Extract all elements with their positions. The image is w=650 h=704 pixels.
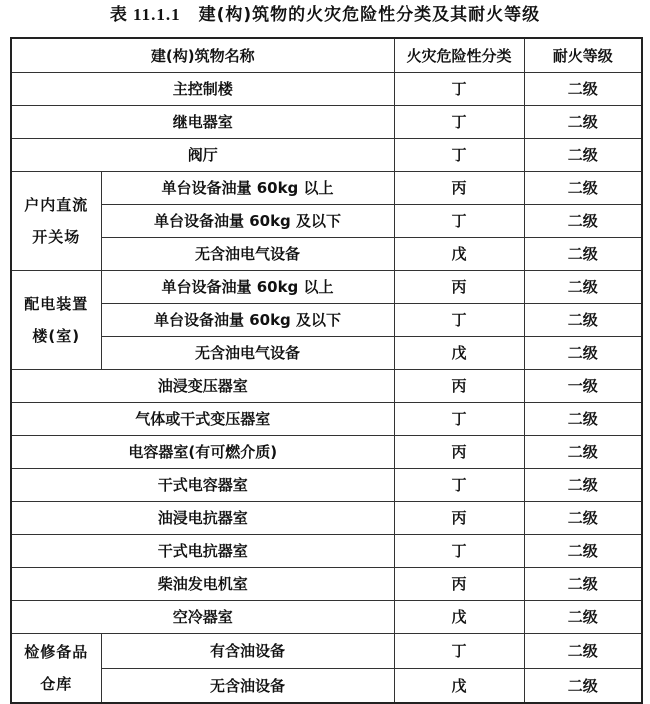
table-row <box>11 668 642 703</box>
header-grade: 耐火等级 <box>524 38 642 72</box>
fire-grade: 二级 <box>524 303 642 336</box>
hazard-category: 丙 <box>394 567 524 600</box>
fire-grade: 二级 <box>524 633 642 668</box>
building-name: 油浸电抗器室 <box>11 501 394 534</box>
building-name: 单台设备油量 60kg 以上 <box>101 171 394 204</box>
table-row <box>11 270 642 303</box>
table-title: 建(构)筑物的火灾危险性分类及其耐火等级 <box>198 5 541 25</box>
building-name: 无含油电气设备 <box>101 336 394 369</box>
table-row <box>11 534 642 567</box>
hazard-category: 丙 <box>394 270 524 303</box>
fire-grade: 二级 <box>524 534 642 567</box>
table-row <box>11 303 642 336</box>
fire-grade: 二级 <box>524 237 642 270</box>
building-name: 单台设备油量 60kg 及以下 <box>101 303 394 336</box>
hazard-category: 丙 <box>394 501 524 534</box>
building-name: 干式电容器室 <box>11 468 394 501</box>
group-label <box>11 270 101 369</box>
table-row <box>11 237 642 270</box>
fire-grade: 二级 <box>524 402 642 435</box>
fire-grade: 二级 <box>524 270 642 303</box>
building-name: 主控制楼 <box>11 72 394 105</box>
fire-rating-table <box>10 37 643 704</box>
building-name: 阀厅 <box>11 138 394 171</box>
table-row <box>11 369 642 402</box>
group-label-line: 开关场 <box>32 227 81 246</box>
header-row <box>11 38 642 72</box>
table-row <box>11 204 642 237</box>
hazard-category: 丁 <box>394 204 524 237</box>
fire-grade: 二级 <box>524 72 642 105</box>
building-name: 继电器室 <box>11 105 394 138</box>
fire-grade: 二级 <box>524 435 642 468</box>
hazard-category: 丁 <box>394 72 524 105</box>
building-name: 电容器室(有可燃介质) <box>11 435 394 468</box>
group-label-line: 检修备品 <box>24 642 89 661</box>
hazard-category: 戊 <box>394 600 524 633</box>
fire-grade: 二级 <box>524 567 642 600</box>
building-name: 无含油设备 <box>101 668 394 703</box>
group-label-line: 户内直流 <box>24 195 89 214</box>
hazard-category: 丁 <box>394 138 524 171</box>
building-name: 单台设备油量 60kg 以上 <box>101 270 394 303</box>
group-label-line: 仓库 <box>40 674 73 693</box>
hazard-category: 丁 <box>394 402 524 435</box>
table-row <box>11 501 642 534</box>
fire-grade: 二级 <box>524 204 642 237</box>
fire-grade: 二级 <box>524 336 642 369</box>
header-category: 火灾危险性分类 <box>394 38 524 72</box>
building-name: 气体或干式变压器室 <box>11 402 394 435</box>
table-number: 表 11.1.1 <box>109 5 181 24</box>
building-name: 干式电抗器室 <box>11 534 394 567</box>
hazard-category: 丙 <box>394 171 524 204</box>
hazard-category: 丁 <box>394 534 524 567</box>
hazard-category: 丁 <box>394 105 524 138</box>
hazard-category: 丙 <box>394 369 524 402</box>
header-name: 建(构)筑物名称 <box>11 38 394 72</box>
hazard-category: 丁 <box>394 633 524 668</box>
fire-grade: 二级 <box>524 501 642 534</box>
hazard-category: 戊 <box>394 336 524 369</box>
hazard-category: 戊 <box>394 668 524 703</box>
hazard-category: 丙 <box>394 435 524 468</box>
group-label-line: 楼(室) <box>32 326 81 345</box>
group-label-line: 配电装置 <box>24 294 89 313</box>
building-name: 油浸变压器室 <box>11 369 394 402</box>
group-label <box>11 171 101 270</box>
fire-grade: 一级 <box>524 369 642 402</box>
fire-grade: 二级 <box>524 668 642 703</box>
table-row <box>11 105 642 138</box>
table-row <box>11 600 642 633</box>
hazard-category: 丁 <box>394 303 524 336</box>
table-row <box>11 402 642 435</box>
building-name: 有含油设备 <box>101 633 394 668</box>
table-row <box>11 171 642 204</box>
hazard-category: 戊 <box>394 237 524 270</box>
fire-grade: 二级 <box>524 468 642 501</box>
table-row <box>11 567 642 600</box>
fire-grade: 二级 <box>524 600 642 633</box>
fire-grade: 二级 <box>524 105 642 138</box>
table-row <box>11 72 642 105</box>
hazard-category: 丁 <box>394 468 524 501</box>
building-name: 空冷器室 <box>11 600 394 633</box>
building-name: 柴油发电机室 <box>11 567 394 600</box>
table-row <box>11 336 642 369</box>
building-name: 单台设备油量 60kg 及以下 <box>101 204 394 237</box>
table-row <box>11 138 642 171</box>
table-row <box>11 468 642 501</box>
fire-grade: 二级 <box>524 171 642 204</box>
table-caption <box>0 0 650 34</box>
fire-grade: 二级 <box>524 138 642 171</box>
table-row <box>11 633 642 668</box>
table-row <box>11 435 642 468</box>
building-name: 无含油电气设备 <box>101 237 394 270</box>
group-label <box>11 633 101 703</box>
